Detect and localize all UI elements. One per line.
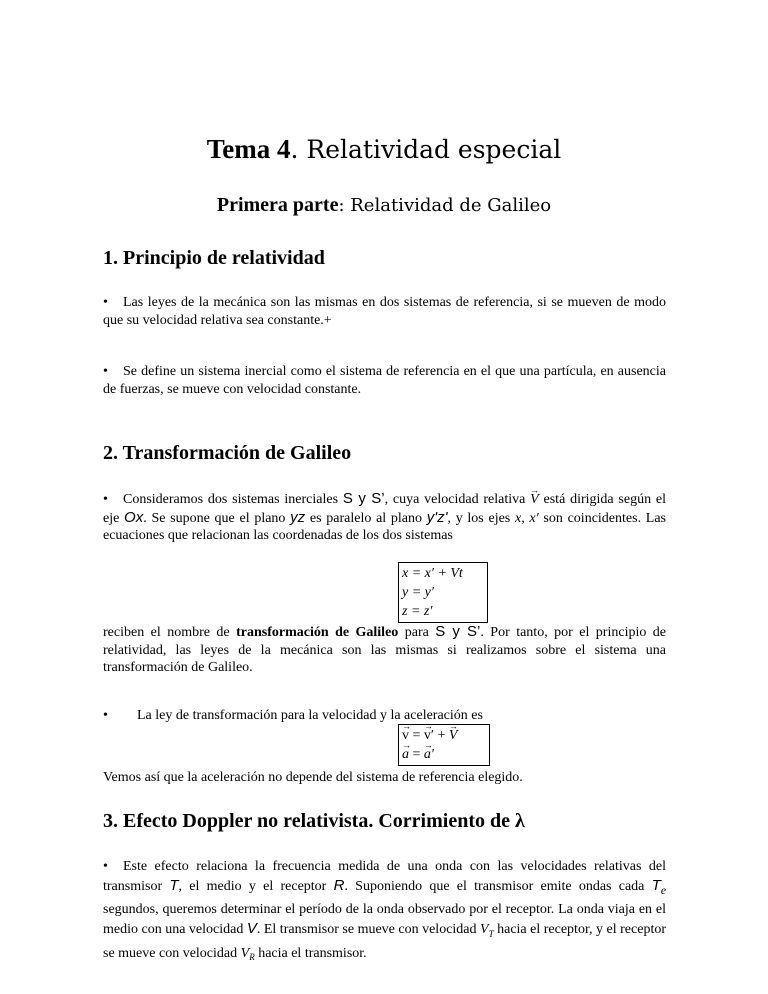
- text-segment: Consideramos dos sistemas inerciales: [123, 492, 343, 507]
- text-segment: [402, 745, 486, 764]
- section-1-heading: 1. Principio de relatividad: [103, 247, 325, 269]
- text-segment: . Suponiendo que el transmisor emite ondas cada: [344, 879, 652, 894]
- text-segment: V: [240, 945, 250, 961]
- text-segment: T: [488, 928, 494, 939]
- section-1-bullet-1: [103, 294, 666, 329]
- text-segment: → a′: [424, 745, 434, 764]
- text-segment: hacia el transmisor.: [254, 945, 367, 961]
- text-segment: segundos, queremos determinar el período de la onda observado por el receptor. La onda viaja en el medio con una velocidad: [103, 901, 666, 937]
- section-3-paragraph-1: [103, 857, 666, 967]
- text-segment: Ox: [124, 508, 144, 526]
- text-segment: reciben el nombre de: [103, 625, 237, 640]
- document-subtitle: [0, 194, 768, 217]
- text-segment: +: [433, 728, 449, 743]
- text-segment: V: [246, 919, 257, 937]
- text-segment: son coincidentes. Las ecuaciones que relacionan las coordenadas de los dos sistemas: [103, 510, 667, 543]
- text-segment: Tema 4: [206, 134, 291, 164]
- text-segment: hacia el receptor, y el receptor se mueve con velocidad: [103, 921, 666, 961]
- text-segment: La ley de transformación para la velocidad y la aceleración es: [137, 708, 483, 723]
- text-segment: R: [249, 952, 255, 963]
- text-segment: → v′: [424, 726, 434, 745]
- bullet-icon: •: [103, 364, 108, 379]
- text-segment: es paralelo al plano: [305, 510, 427, 526]
- text-segment: V: [480, 921, 489, 937]
- text-segment: Este efecto relaciona la frecuencia medida de una onda con las velocidades relativas del transmisor: [103, 859, 666, 894]
- text-segment: S y S’: [435, 623, 481, 640]
- section-2-heading: 2. Transformación de Galileo: [103, 442, 352, 464]
- section-2-paragraph-3: Vemos así que la aceleración no depende del sistema de referencia elegido.: [103, 770, 523, 785]
- section-2-bullet-velocity: [103, 707, 666, 725]
- text-segment: =: [409, 728, 424, 743]
- text-segment: → a: [402, 745, 409, 764]
- text-segment: . Relatividad especial: [290, 135, 562, 164]
- section-2-paragraph-2: [103, 623, 666, 677]
- text-segment: → v: [402, 726, 409, 745]
- text-segment: yz: [290, 508, 306, 526]
- text-segment: , y los ejes: [447, 510, 515, 526]
- text-segment: . El transmisor se mueve con velocidad: [256, 921, 481, 937]
- text-segment: Se define un sistema inercial como el sistema de referencia en el que una partícula, en ausencia de fuerzas, se mueve con velocidad constante.: [103, 364, 666, 397]
- text-segment: y = y′: [402, 585, 434, 600]
- text-segment: . Se supone que el plano: [143, 510, 291, 526]
- section-2-paragraph-1: [103, 490, 666, 545]
- text-segment: para: [398, 625, 436, 640]
- text-segment: S y S’: [342, 490, 385, 507]
- text-segment: [402, 726, 486, 745]
- document-title: [0, 134, 768, 165]
- text-segment: . Por tanto, por el principio de relatividad, las leyes de la mecánica son las mismas si realizamos sobre el sistema una transformación de Galileo.: [103, 625, 667, 675]
- text-segment: , el medio y el receptor: [178, 879, 334, 894]
- text-segment: T: [651, 877, 661, 894]
- text-segment: R: [333, 877, 345, 894]
- text-segment: =: [409, 747, 424, 762]
- bullet-icon: •: [103, 859, 108, 874]
- text-segment: y'z': [426, 508, 448, 526]
- text-segment: transformación de Galileo: [236, 625, 399, 640]
- text-segment: x = x′ + Vt: [402, 566, 463, 581]
- velocity-acceleration-equations: [398, 724, 490, 766]
- text-segment: [661, 884, 666, 897]
- text-segment: → V: [449, 726, 458, 745]
- text-segment: Las leyes de la mecánica son las mismas en dos sistemas de referencia, si se mueven de modo que su velocidad relativa sea constante.+: [103, 295, 666, 328]
- text-segment: → V: [530, 491, 539, 509]
- text-segment: x′: [529, 510, 539, 526]
- text-segment: e: [660, 883, 666, 897]
- galileo-transformation-equations: [398, 562, 488, 623]
- text-segment: está dirigida según el eje: [103, 492, 666, 526]
- bullet-icon: •: [103, 295, 108, 310]
- bullet-icon: •: [103, 492, 108, 507]
- text-segment: T: [169, 877, 179, 894]
- text-segment: : Relatividad de Galileo: [338, 195, 552, 216]
- text-segment: z = z′: [402, 604, 433, 619]
- text-segment: ,: [521, 510, 530, 526]
- section-3-heading: 3. Efecto Doppler no relativista. Corrimiento de λ: [103, 810, 525, 832]
- text-segment: Primera parte: [216, 194, 339, 216]
- text-segment: x: [514, 510, 522, 526]
- section-1-bullet-2: [103, 363, 666, 398]
- text-segment: , cuya velocidad relativa: [384, 492, 531, 507]
- bullet-icon: •: [103, 708, 108, 723]
